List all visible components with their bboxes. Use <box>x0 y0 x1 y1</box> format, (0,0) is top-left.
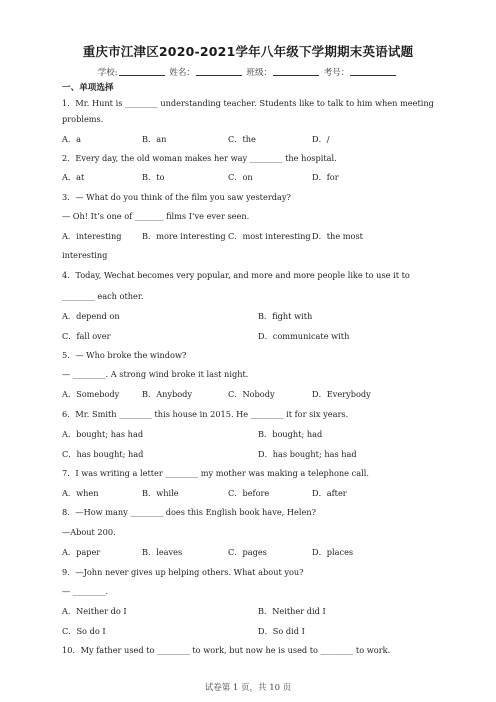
question-3-option-b: B．more interesting <box>142 231 226 241</box>
question-8-option-c: C．pages <box>228 547 267 557</box>
question-6-option-d: D．has bought; has had <box>258 449 357 459</box>
question-2-option-a: A．at <box>62 172 85 182</box>
question-9-option-b: B．Neither did I <box>258 606 326 616</box>
question-5-option-a: A．Somebody <box>62 389 120 399</box>
exam-number-label: 考号： <box>323 68 350 78</box>
class-blank <box>273 66 319 76</box>
question-3-option-c: C．most interesting <box>228 231 311 241</box>
question-8-option-b: B．leaves <box>142 547 183 557</box>
name-blank <box>196 66 242 76</box>
question-8-text: 8．—How many ________ does this English book have, Helen? <box>62 507 316 517</box>
question-3-option-a: A．interesting <box>62 231 122 241</box>
question-4-option-c: C．fall over <box>62 331 111 341</box>
question-7-option-c: C．before <box>228 488 270 498</box>
question-6-option-a: A．bought; has had <box>62 429 144 439</box>
question-2-text: 2．Every day, the old woman makes her way ________ the hospital. <box>62 153 337 163</box>
question-2-option-c: C．on <box>228 172 253 182</box>
question-7-option-d: D．after <box>312 488 347 498</box>
question-9-option-a: A．Neither do I <box>62 606 127 616</box>
question-8-option-a: A．paper <box>62 547 101 557</box>
question-1-text-cont: problems. <box>62 114 104 124</box>
question-4-option-b: B．fight with <box>258 311 313 321</box>
exam-number-blank <box>350 66 396 76</box>
question-5-option-d: D．Everybody <box>312 389 371 399</box>
class-label: 班级： <box>246 68 273 78</box>
question-7-option-a: A．when <box>62 488 99 498</box>
question-4-option-d: D．communicate with <box>258 331 350 341</box>
question-9-text: 9．—John never gives up helping others. What about you? <box>62 567 304 577</box>
question-1-option-a: A．a <box>62 134 81 144</box>
question-3-text-cont: — Oh! It’s one of _______ films I’ve ever seen. <box>62 211 250 221</box>
school-label: 学校: <box>97 68 118 78</box>
question-8-text-cont: —About 200. <box>62 527 116 537</box>
question-9-text-cont: — ________. <box>62 586 109 596</box>
question-5-text-cont: — ________. A strong wind broke it last night. <box>62 369 249 379</box>
question-3-option-d-cont: interesting <box>62 250 108 260</box>
question-1-text: 1．Mr. Hunt is ________ understanding teacher. Students like to talk to him when meeting <box>62 98 434 108</box>
question-8-option-d: D．places <box>312 547 354 557</box>
student-info-line <box>0 66 496 78</box>
question-10-text: 10．My father used to ________ to work, but now he is used to ________ to work. <box>62 645 391 655</box>
question-9-option-c: C．So do I <box>62 626 106 636</box>
question-5-option-b: B．Anybody <box>142 389 193 399</box>
question-2-option-b: B．to <box>142 172 165 182</box>
question-3-text: 3．— What do you think of the film you saw yesterday? <box>62 192 291 202</box>
question-5-text: 5．— Who broke the window? <box>62 350 187 360</box>
name-label: 姓名： <box>169 68 195 78</box>
question-2-option-d: D．for <box>312 172 339 182</box>
question-9-option-d: D．So did I <box>258 626 305 636</box>
question-7-option-b: B．while <box>142 488 179 498</box>
question-5-option-c: C．Nobody <box>228 389 275 399</box>
question-1-option-d: D．/ <box>312 134 330 144</box>
question-6-option-c: C．has bought; had <box>62 449 144 459</box>
question-4-text: 4．Today, Wechat becomes very popular, and more and more people like to use it to <box>62 270 410 280</box>
question-1-option-b: B．an <box>142 134 167 144</box>
page-footer: 试卷第 1 页，共 10 页 <box>204 683 292 693</box>
question-1-option-c: C．the <box>228 134 256 144</box>
question-3-option-d: D．the most <box>312 231 363 241</box>
section-title: 一、单项选择 <box>62 83 114 93</box>
question-6-text: 6．Mr. Smith ________ this house in 2015. He ________ it for six years. <box>62 409 349 419</box>
question-4-option-a: A．depend on <box>62 311 120 321</box>
page-title: 重庆市江津区2020-2021学年八年级下学期期末英语试题 <box>82 44 414 59</box>
question-6-option-b: B．bought; had <box>258 429 323 439</box>
question-4-text-cont: ________ each other. <box>62 291 144 301</box>
school-blank <box>119 66 165 76</box>
question-7-text: 7．I was writing a letter ________ my mother was making a telephone call. <box>62 468 369 478</box>
